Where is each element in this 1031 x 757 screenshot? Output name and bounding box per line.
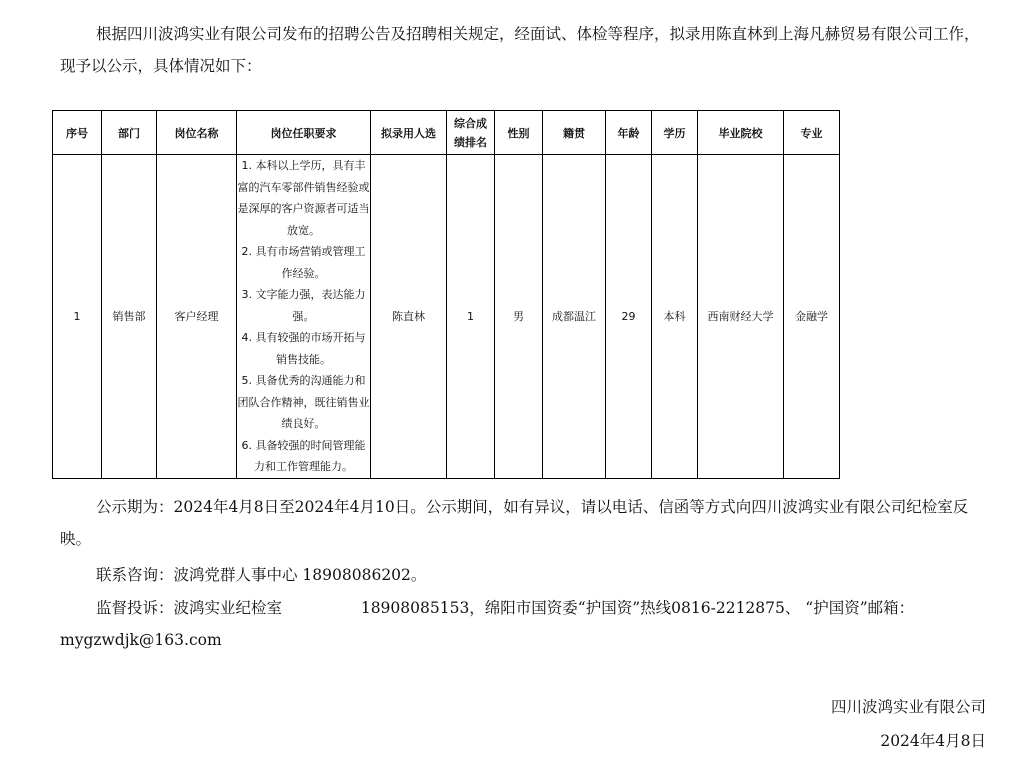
header-rank bbox=[447, 111, 495, 155]
header-candidate: 拟录用人选 bbox=[371, 111, 447, 155]
signature-company: 四川波鸿实业有限公司 bbox=[830, 698, 986, 716]
header-school: 毕业院校 bbox=[698, 111, 784, 155]
header-education: 学历 bbox=[652, 111, 698, 155]
cell-school: 西南财经大学 bbox=[698, 155, 784, 479]
cell-age: 29 bbox=[606, 155, 652, 479]
requirement-item: 3. 文字能力强，表达能力强。 bbox=[241, 288, 366, 323]
cell-candidate: 陈直林 bbox=[371, 155, 447, 479]
header-age: 年龄 bbox=[606, 111, 652, 155]
header-gender: 性别 bbox=[495, 111, 543, 155]
requirement-item: 5. 具备优秀的沟通能力和团队合作精神，既往销售业绩良好。 bbox=[237, 374, 370, 430]
header-dept: 部门 bbox=[102, 111, 157, 155]
cell-rank: 1 bbox=[447, 155, 495, 479]
cell-origin: 成都温江 bbox=[543, 155, 606, 479]
notice-period-paragraph: 公示期为：2024年4月8日至2024年4月10日。公示期间，如有异议，请以电话、信函等方式向四川波鸿实业有限公司纪检室反映。 bbox=[60, 498, 969, 548]
header-rank-line2: 绩排名 bbox=[454, 135, 487, 149]
intro-paragraph: 根据四川波鸿实业有限公司发布的招聘公告及招聘相关规定，经面试、体检等程序，拟录用陈直林到上海凡赫贸易有限公司工作，现予以公示，具体情况如下： bbox=[60, 25, 980, 75]
header-rank-line1: 综合成 bbox=[454, 116, 487, 130]
requirement-item: 4. 具有较强的市场开拓与销售技能。 bbox=[241, 331, 366, 366]
header-position: 岗位名称 bbox=[157, 111, 237, 155]
requirement-item: 2. 具有市场营销或管理工作经验。 bbox=[241, 245, 366, 280]
header-origin: 籍贯 bbox=[543, 111, 606, 155]
requirement-item: 6. 具备较强的时间管理能力和工作管理能力。 bbox=[241, 438, 366, 473]
cell-major: 金融学 bbox=[784, 155, 840, 479]
cell-seq: 1 bbox=[53, 155, 102, 479]
cell-requirements bbox=[237, 155, 371, 479]
header-requirements: 岗位任职要求 bbox=[237, 111, 371, 155]
table-header-row bbox=[53, 111, 840, 155]
contact-paragraph: 联系咨询：波鸿党群人事中心 18908086202。 bbox=[96, 566, 427, 584]
cell-gender: 男 bbox=[495, 155, 543, 479]
signature-date: 2024年4月8日 bbox=[880, 732, 986, 750]
header-major: 专业 bbox=[784, 111, 840, 155]
requirement-item: 1. 本科以上学历，具有丰富的汽车零部件销售经验或是深厚的客户资源者可适当放宽。 bbox=[237, 159, 370, 237]
cell-position: 客户经理 bbox=[157, 155, 237, 479]
complaint-paragraph: 监督投诉：波鸿实业纪检室 18908085153，绵阳市国资委“护国资”热线0816-2212875、 “护国资”邮箱：mygzwdjk@163.com bbox=[60, 599, 915, 649]
cell-dept: 销售部 bbox=[102, 155, 157, 479]
header-seq: 序号 bbox=[53, 111, 102, 155]
cell-education: 本科 bbox=[652, 155, 698, 479]
recruitment-table bbox=[52, 110, 840, 479]
table-row bbox=[53, 155, 840, 479]
